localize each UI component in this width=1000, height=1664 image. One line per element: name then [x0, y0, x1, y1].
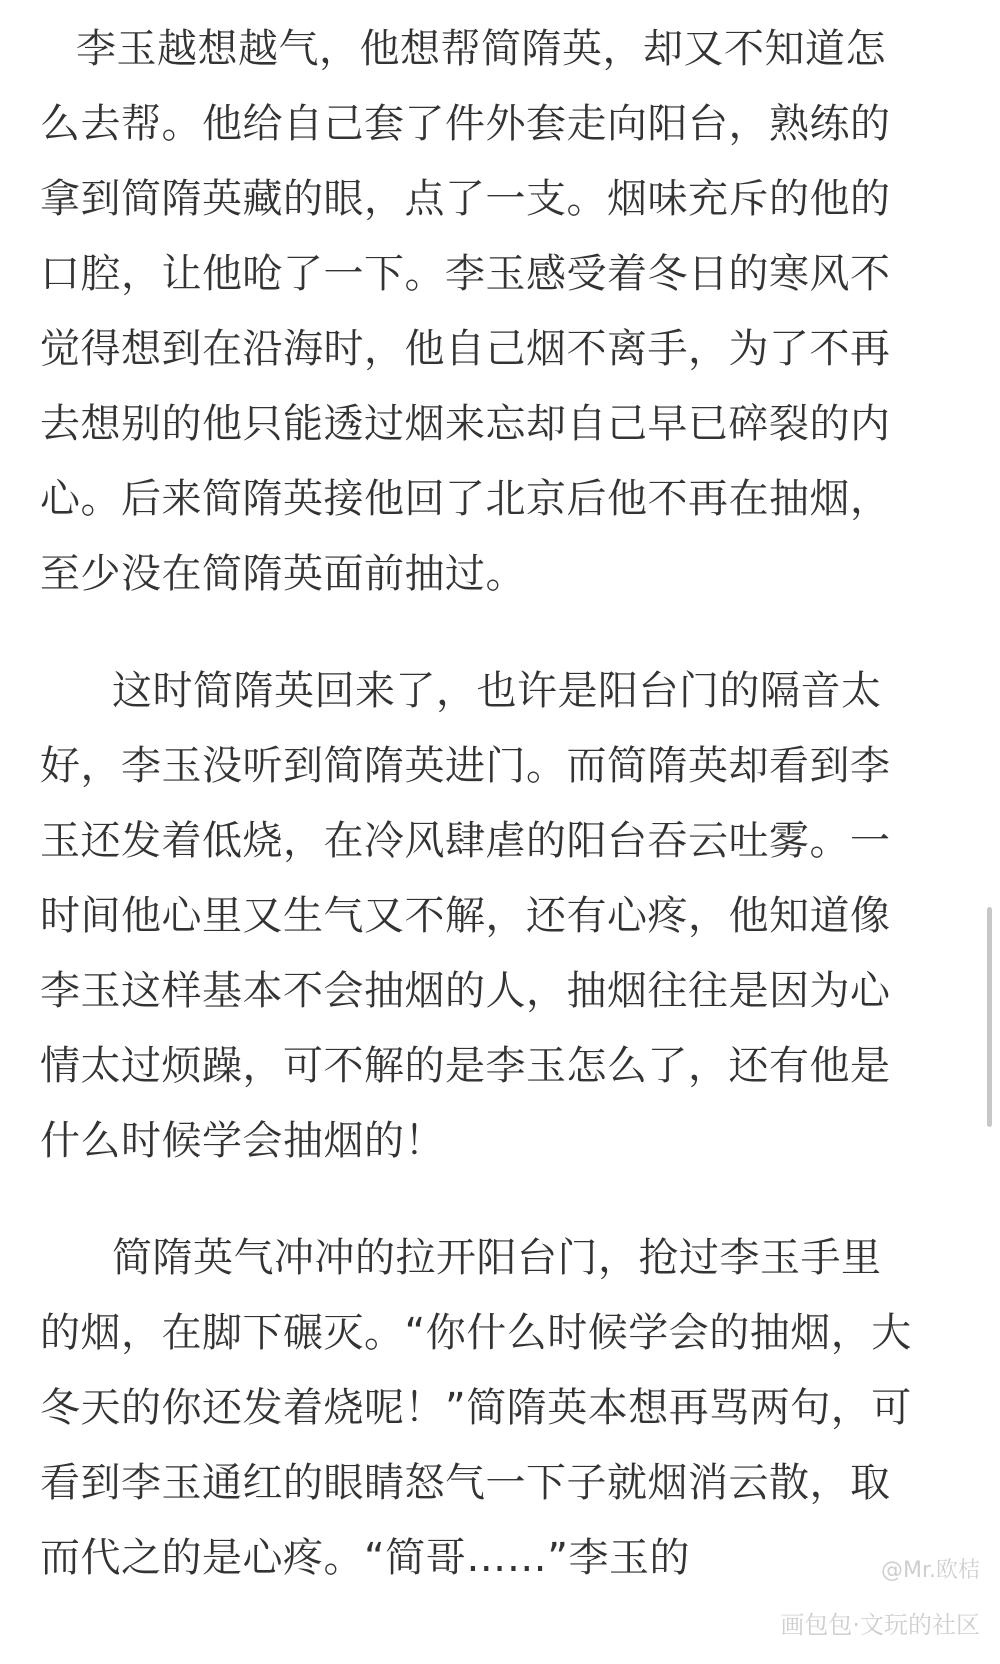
paragraph-2: 这时简隋英回来了，也许是阳台门的隔音太好，李玉没听到简隋英进门。而简隋英却看到李玉还发着低烧，在冷风肆虐的阳台吞云吐雾。一时间他心里又生气又不解，还有心疼，他知道像李玉这样基本不会抽烟的人，抽烟往往是因为心情太过烦躁，可不解的是李玉怎么了，还有他是什么时候学会抽烟的！ [40, 668, 891, 1164]
paragraph-3: 简隋英气冲冲的拉开阳台门，抢过李玉手里的烟，在脚下碾灭。“你什么时候学会的抽烟，大冬天的你还发着烧呢！”简隋英本想再骂两句，可看到李玉通红的眼睛怒气一下子就烟消云散，取而代之的是心疼。“简哥……”李玉的 [40, 1235, 912, 1581]
vertical-scrollbar[interactable] [987, 907, 992, 1127]
paragraph-1: 李玉越想越气，他想帮简隋英，却又不知道怎么去帮。他给自己套了件外套走向阳台，熟练的拿到简隋英藏的眼，点了一支。烟味充斥的他的口腔，让他呛了一下。李玉感受着冬日的寒风不觉得想到在沿海时，他自己烟不离手，为了不再去想别的他只能透过烟来忘却自己早已碎裂的内心。后来简隋英接他回了北京后他不再在抽烟，至少没在简隋英面前抽过。 [40, 26, 891, 597]
watermark-username: @Mr.欧桔 [880, 1558, 980, 1583]
watermark-site: 画包包·文玩的社区 [780, 1611, 980, 1639]
article-body [40, 12, 920, 1596]
